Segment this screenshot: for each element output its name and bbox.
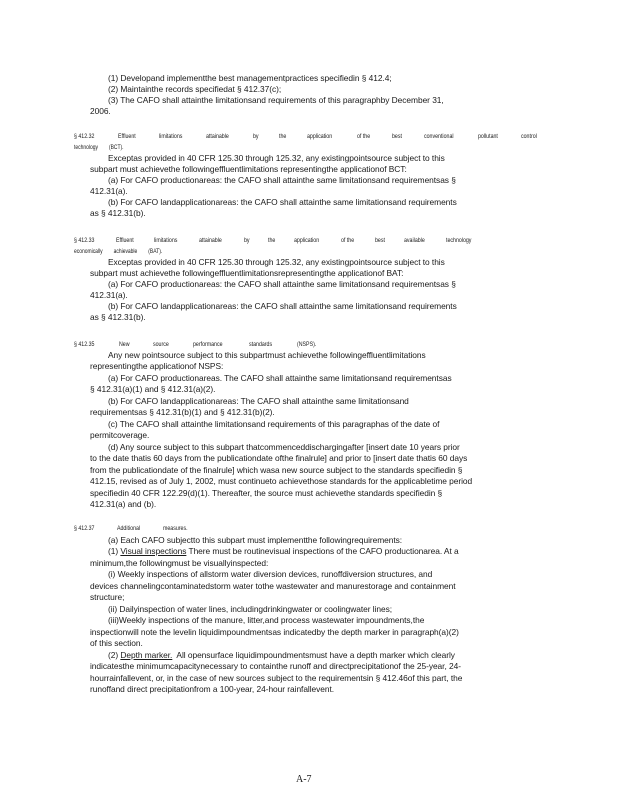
heading-word: application: [307, 133, 333, 140]
text-line: 412.15, revised as of July 1, 2002, must continueto achievethose standards for the applicabletime period: [90, 476, 473, 486]
text-line: (1) Developand implementthe best managementpractices specifiedin § 412.4;: [108, 73, 392, 83]
heading-word: the: [278, 133, 287, 140]
text-line: (a) For CAFO productionareas. The CAFO shall attainthe same limitationsand requirementsas: [108, 373, 452, 383]
text-line: (b) For CAFO landapplicationareas: The CAFO shall attainthe same limitationsand: [108, 396, 409, 406]
section-heading-412-33: [74, 237, 476, 246]
text-line: 2006.: [90, 106, 111, 116]
text-line: as § 412.31(b).: [90, 208, 146, 218]
heading-word: (NSPS).: [297, 341, 317, 348]
text-line: runoffand direct precipitationfrom a 100-year, 24-hour rainfallevent.: [90, 684, 335, 694]
heading-word: § 412.33: [74, 237, 95, 244]
text-line: structure;: [90, 592, 125, 602]
text-line: [108, 650, 455, 661]
text-line: Any new pointsource subject to this subpartmust achievethe followingeffluentlimitations: [108, 350, 426, 360]
heading-word: Effluent: [117, 133, 136, 140]
text-span: There must be routinevisual inspections of the CAFO productionarea. At a: [186, 546, 459, 556]
section-heading-cont: technology (BCT).: [74, 144, 124, 151]
heading-word: attainable: [199, 237, 223, 244]
page-number: A-7: [296, 774, 312, 785]
heading-word: pollutant: [478, 133, 499, 140]
heading-word: § 412.35: [74, 341, 95, 348]
text-line: Exceptas provided in 40 CFR 125.30 through 125.32, any existingpointsource subject to this: [108, 153, 445, 163]
heading-word: § 412.37: [74, 525, 95, 532]
text-line: devices channelingcontaminatedstorm water tothe wastewater and manurestorage and containment: [90, 581, 456, 591]
text-line: (ii) Dailyinspection of water lines, includingdrinkingwater or coolingwater lines;: [108, 604, 393, 614]
heading-word: limitations: [158, 133, 182, 140]
list-number: (1): [108, 546, 121, 556]
text-line: minimum,the followingmust be visuallyinspected:: [90, 558, 269, 568]
heading-word: conventional: [423, 133, 454, 140]
text-line: 412.31(a).: [90, 290, 128, 300]
text-line: subpart must achievethe followingeffluentlimitationsrepresentingthe applicationof BAT:: [90, 268, 404, 278]
heading-word: best: [374, 237, 385, 244]
text-line: indicatesthe minimumcapacitynecessary to containthe runoff and directprecipitationof the 25-year, 24-: [90, 661, 461, 671]
text-line: (3) The CAFO shall attainthe limitationsand requirements of this paragraphby December 31,: [108, 95, 444, 105]
text-line: from the publicationdate of the finalrule] which wasa new source subject to the standards specifiedin §: [90, 465, 463, 475]
text-line: (d) Any source subject to this subpart thatcommenceddischargingafter [insert date 10 years prior: [108, 442, 460, 452]
text-line: § 412.31(a)(1) and § 412.31(a)(2).: [90, 384, 216, 394]
text-line: as § 412.31(b).: [90, 312, 146, 322]
text-line: of this section.: [90, 638, 143, 648]
depth-marker-label: Depth marker.: [120, 650, 173, 660]
heading-word: source: [152, 341, 169, 348]
heading-word: technology: [445, 237, 472, 244]
text-line: (c) The CAFO shall attainthe limitationsand requirements of this paragraphas of the date of: [108, 419, 440, 429]
text-line: inspectionwill note the levelin liquidimpoundmentsas indicatedby the depth marker in paragraph(a)(2): [90, 627, 459, 637]
text-line: (i) Weekly inspections of allstorm water diversion devices, runoffdiversion structures, and: [108, 569, 433, 579]
heading-word: control: [521, 133, 538, 140]
heading-word: by: [243, 237, 250, 244]
text-line: Exceptas provided in 40 CFR 125.30 through 125.32, any existingpointsource subject to this: [108, 257, 445, 267]
heading-word: limitations: [154, 237, 178, 244]
heading-word: best: [392, 133, 403, 140]
text-line: 412.31(a) and (b).: [90, 499, 157, 509]
text-line: permitcoverage.: [90, 430, 150, 440]
heading-word: available: [403, 237, 425, 244]
section-heading-412-32: [74, 133, 540, 142]
text-line: subpart must achievethe followingeffluentlimitations representingthe applicationof BCT:: [90, 164, 407, 174]
heading-word: of the: [341, 237, 355, 244]
text-line: hourrainfallevent, or, in the case of new sources subject to the requirementsin § 412.46of this part, the: [90, 673, 463, 683]
text-line: (iii)Weekly inspections of the manure, litter,and process wastewater impoundments,the: [108, 615, 425, 625]
text-line: [108, 546, 459, 557]
section-heading-412-37: [74, 525, 192, 534]
text-line: specifiedin 40 CFR 122.29(d)(1). Thereafter, the source must achievethe standards specifiedin §: [90, 488, 443, 498]
text-line: (a) For CAFO productionareas: the CAFO shall attainthe same limitationsand requirementsas §: [108, 175, 456, 185]
visual-inspections-label: Visual inspections: [120, 546, 187, 556]
heading-word: of the: [356, 133, 370, 140]
text-line: (a) Each CAFO subjectto this subpart must implementthe followingrequirements:: [108, 535, 403, 545]
text-span: All opensurface liquidimpoundmentsmust have a depth marker which clearly: [172, 650, 455, 660]
text-line: requirementsas § 412.31(b)(1) and § 412.31(b)(2).: [90, 407, 275, 417]
heading-word: § 412.32: [74, 133, 95, 140]
heading-word: Effluent: [115, 237, 134, 244]
heading-word: measures.: [163, 525, 188, 532]
heading-word: application: [294, 237, 320, 244]
section-heading-cont: economically achievable (BAT).: [74, 248, 163, 255]
text-line: 412.31(a).: [90, 186, 128, 196]
heading-word: standards: [248, 341, 272, 348]
heading-word: New: [119, 341, 130, 348]
text-line: (a) For CAFO productionareas: the CAFO shall attainthe same limitationsand requirementsas §: [108, 279, 456, 289]
text-line: (b) For CAFO landapplicationareas: the CAFO shall attainthe same limitationsand requirements: [108, 301, 457, 311]
heading-word: Additional: [117, 525, 141, 532]
section-heading-412-35: [74, 341, 320, 350]
text-line: to the date thatis 60 days from the publicationdate ofthe finalrule] and prior to [insert date thatis 60 days: [90, 453, 468, 463]
heading-word: performance: [192, 341, 223, 348]
heading-word: by: [252, 133, 259, 140]
text-line: representingthe applicationof NSPS:: [90, 361, 224, 371]
heading-word: attainable: [205, 133, 229, 140]
text-line: (2) Maintainthe records specifiedat § 412.37(c);: [108, 84, 282, 94]
heading-word: the: [268, 237, 276, 244]
list-number: (2): [108, 650, 121, 660]
text-line: (b) For CAFO landapplicationareas: the CAFO shall attainthe same limitationsand requirements: [108, 197, 457, 207]
